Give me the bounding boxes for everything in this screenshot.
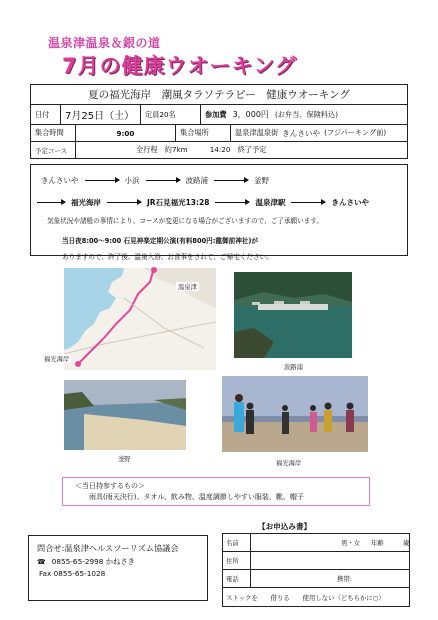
beach-photo	[64, 380, 186, 450]
group-photo-image	[222, 376, 368, 452]
meet-time-label: 集合時間	[31, 125, 76, 141]
route-line-1	[41, 175, 269, 186]
contact-phone-row	[37, 556, 199, 568]
evening-notes	[62, 236, 273, 262]
address-label: 住所	[223, 552, 251, 569]
contact-phone: 0855-65-2998 かねさき	[51, 557, 135, 566]
evening-note-2: ありますので、終了後、温泉入浴、お食事をされて、ご帰宅ください。	[62, 253, 273, 261]
application-form	[222, 533, 410, 607]
mobile-label: 携帯:	[337, 575, 352, 583]
evening-note-1: 当日夜8:00～9:00 石見神楽定期公演(有料800円:龍御前神社)が	[62, 237, 258, 245]
route-stop: きんさいや	[41, 176, 79, 185]
event-subtitle: 温泉津温泉＆銀の道	[48, 36, 161, 50]
meet-place-label: 集合場所	[176, 125, 231, 141]
fee-label: 参加費	[205, 109, 227, 119]
route-stop: きんさいや	[331, 198, 369, 207]
arrow-right-icon	[214, 180, 248, 181]
contact-fax: Fax 0855-65-1028	[39, 569, 106, 578]
map-label-fukumitsu: 福光海岸	[44, 356, 70, 363]
belongings-items: 雨具(雨天決行)、タオル、飲み物、温度調節しやすい服装、靴、帽子	[89, 493, 304, 501]
route-line-2	[37, 197, 369, 208]
event-name-row	[31, 85, 407, 105]
route-stop: 温泉津駅	[255, 198, 286, 207]
course-distance: 全行程 約7km	[136, 145, 188, 154]
belongings-title: ＜当日持参するもの＞	[75, 482, 145, 490]
fee-value: 3，000円	[232, 110, 269, 119]
course-notice: 気象状況や諸般の事情により、コースが変更になる場合がございますので、ご了承願います。	[47, 217, 323, 225]
course-summary	[76, 142, 407, 158]
capacity: 定員20名	[141, 105, 201, 124]
fee-cell	[201, 105, 407, 124]
fee-note: (お弁当、保険料込)	[274, 109, 339, 119]
form-row-phone	[223, 570, 409, 588]
age-label: 年齢	[371, 539, 384, 547]
course-map	[44, 268, 216, 370]
event-name: 夏の福光海岸 潮風タラソテラピー 健康ウオーキング	[88, 89, 350, 101]
meet-place-note: (フジパーキング前)	[324, 128, 387, 137]
course-row	[31, 142, 407, 158]
caption-beach: 釜野	[118, 456, 131, 463]
meet-place-cell	[231, 125, 407, 141]
form-row-stock	[223, 588, 409, 606]
age-unit: 歳	[403, 539, 410, 547]
contact-org: 問合せ:温泉津ヘルスツーリズム協議会	[37, 543, 179, 553]
meeting-row	[31, 125, 407, 142]
arrow-right-icon	[291, 202, 325, 203]
route-stop: JR石見福光13:28	[147, 198, 210, 207]
belongings-box	[62, 477, 370, 506]
map-label-yunotsu: 温泉津	[178, 284, 197, 291]
phone-icon: ☎	[37, 558, 46, 566]
route-stop: 波路浦	[185, 176, 208, 185]
meet-time-value: 9:00	[76, 125, 176, 141]
route-stop: 小浜	[124, 176, 140, 185]
date-label: 日付	[31, 105, 61, 124]
date-value: 7月25日（土）	[61, 105, 141, 124]
harbor-photo	[234, 272, 352, 358]
arrow-right-icon	[37, 202, 65, 203]
event-title: 7月の健康ウオーキング	[62, 54, 297, 78]
phone-label: 電話	[223, 570, 251, 587]
meet-place-name: きんさいや	[282, 128, 321, 138]
date-row	[31, 105, 407, 125]
gender-choice[interactable]: 男・女	[341, 539, 361, 547]
name-field[interactable]	[251, 534, 409, 551]
harbor-photo-image	[234, 272, 352, 358]
contact-box	[28, 535, 208, 601]
route-stop: 釜野	[254, 176, 269, 185]
phone-field[interactable]	[251, 570, 409, 587]
form-row-address	[223, 552, 409, 570]
form-row-name	[223, 534, 409, 552]
route-stop: 福光海岸	[71, 198, 101, 207]
group-photo	[222, 376, 368, 452]
arrow-right-icon	[85, 180, 119, 181]
beach-photo-image	[64, 380, 186, 450]
arrow-right-icon	[215, 202, 249, 203]
caption-group: 福光海岸	[276, 460, 302, 467]
form-title: 【お申込み書】	[258, 522, 312, 531]
course-label: 予定コース	[31, 142, 76, 158]
event-info-table	[30, 84, 408, 159]
meet-place-area: 温泉津温泉街	[235, 128, 279, 137]
arrow-right-icon	[107, 202, 141, 203]
arrow-right-icon	[146, 180, 180, 181]
stock-choice[interactable]: ストックを 借りる 使用しない（どちらかに○）	[226, 593, 385, 602]
course-end-time: 14:20 終了予定	[209, 145, 267, 154]
name-label: 名前	[223, 534, 251, 551]
address-field[interactable]	[251, 552, 409, 569]
caption-harbor: 波路浦	[284, 364, 303, 371]
